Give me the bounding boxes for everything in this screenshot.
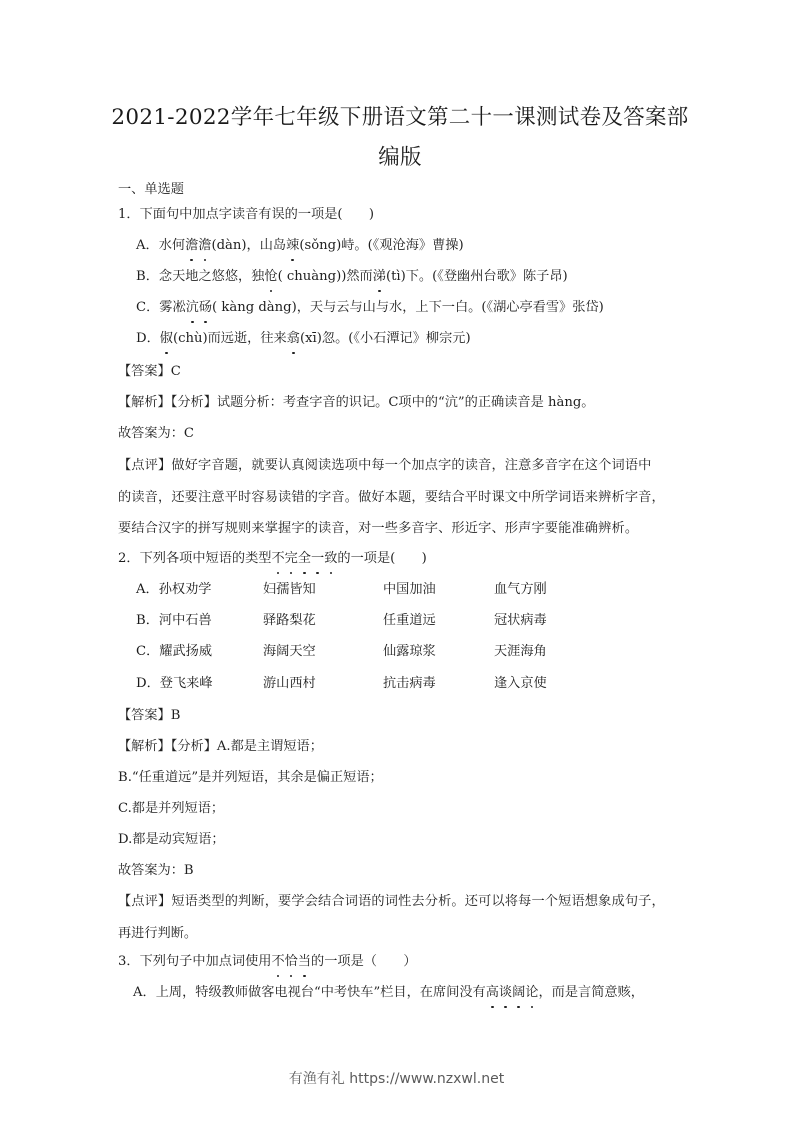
q1-c-text: C．雾凇 — [136, 300, 186, 315]
q2-cell: B．河中石兽 — [136, 613, 212, 628]
q1-c-text: ( kàng dàng)，天与云与山与水，上下一白。(《湖心亭看雪》张岱) — [212, 300, 604, 315]
q1-d-text: (chù)而远逝，往来 — [172, 331, 287, 346]
q1-b-text: B．念天地之悠悠，独 — [136, 269, 265, 284]
dotted-char: 恰 — [285, 952, 298, 972]
dotted-char: 不 — [271, 952, 284, 972]
dotted-char: 论 — [525, 983, 538, 1003]
dotted-char: 全 — [298, 549, 311, 569]
q2-answer: 【答案】B — [118, 708, 181, 723]
dotted-char: 俶 — [160, 329, 173, 349]
document-title-line2: 编版 — [378, 145, 422, 170]
dotted-char: 澹 — [198, 236, 211, 256]
dotted-char: 高 — [486, 983, 499, 1003]
dotted-char: 翕 — [287, 329, 300, 349]
q2-analysis-line: 【解析】【分析】A.都是主谓短语； — [118, 739, 323, 754]
q2-cell: 逢入京使 — [494, 676, 547, 691]
document-title-line1: 2021-2022学年七年级下册语文第二十一课测试卷及答案部 — [111, 105, 689, 130]
q1-comment-line: 【点评】做好字音题，就要认真阅读选项中每一个加点字的读音，注意多音字在这个词语中 — [118, 458, 652, 473]
q1-conclusion: 故答案为：C — [118, 426, 195, 441]
q1-a-text: (dàn)，山岛 — [211, 238, 287, 253]
dotted-char: 澹 — [185, 236, 198, 256]
q1-answer: 【答案】C — [118, 364, 181, 379]
q2-comment-line: 【点评】短语类型的判断，要学会结合词语的词性去分析。还可以将每一个短语想象成句子， — [118, 894, 665, 909]
q2-cell: 妇孺皆知 — [263, 582, 316, 597]
q1-option-b — [136, 267, 568, 287]
dotted-char: 完 — [285, 549, 298, 569]
q2-cell: 任重道远 — [383, 613, 436, 628]
q1-a-text: (sǒng)峙。(《观沧海》曹操) — [299, 238, 464, 253]
q2-analysis-line: C.都是并列短语； — [118, 801, 225, 816]
q2-cell: 游山西村 — [263, 676, 316, 691]
q1-b-text: ( chuàng))然而 — [277, 269, 373, 284]
dotted-char: 怆 — [264, 267, 277, 287]
q1-comment-line: 的读音，还要注意平时容易读错的字音。做好本题，要结合平时课文中所学词语来辨析字音， — [118, 490, 665, 505]
q2-analysis-line: D.都是动宾短语； — [118, 832, 225, 847]
q2-analysis-line: B.“任重道远”是并列短语，其余是偏正短语； — [118, 770, 383, 785]
q3-option-a — [133, 983, 644, 1003]
q2-stem-text: 的一项是( ) — [337, 551, 427, 566]
q2-stem — [118, 549, 427, 569]
q1-stem: 1．下面句中加点字读音有误的一项是( ) — [118, 207, 375, 222]
q2-cell: 抗击病毒 — [383, 676, 436, 691]
q3-stem-text: 3．下列句子中加点词使用 — [118, 954, 272, 969]
q2-comment-line: 再进行判断。 — [118, 926, 198, 941]
q1-comment-line: 要结合汉字的拼写规则来掌握字的读音，对一些多音字、形近字、形声字要能准确辨析。 — [118, 521, 639, 536]
section-heading: 一、单选题 — [118, 182, 184, 197]
q3-stem-text: 的一项是（ ） — [311, 954, 417, 969]
dotted-char: 沆 — [186, 298, 199, 318]
dotted-char: 不 — [271, 549, 284, 569]
q1-d-text: (xī)忽。(《小石潭记》柳宗元) — [299, 331, 471, 346]
q2-conclusion: 故答案为：B — [118, 863, 194, 878]
q1-option-a — [136, 236, 464, 256]
dotted-char: 谈 — [499, 983, 512, 1003]
q3-a-text: A．上周，特级教师做客电视台“中考快车”栏目，在席间没有 — [133, 985, 486, 1000]
dotted-char: 一 — [311, 549, 324, 569]
q2-cell: 天涯海角 — [494, 644, 547, 659]
q3-a-text: ，而是言简意赅， — [538, 985, 644, 1000]
footer-watermark: 有渔有礼 https://www.nzxwl.net — [288, 1071, 505, 1087]
q1-option-c — [136, 298, 604, 318]
q1-d-text: D． — [136, 331, 160, 346]
q2-cell: 海阔天空 — [263, 644, 316, 659]
q2-cell: 仙露琼浆 — [383, 644, 436, 659]
dotted-char: 当 — [298, 952, 311, 972]
q2-cell: D．登飞来峰 — [136, 676, 213, 691]
q2-cell: 血气方刚 — [494, 582, 547, 597]
q2-cell: A．孙权劝学 — [136, 582, 212, 597]
dotted-char: 涕 — [373, 267, 386, 287]
q2-cell: 中国加油 — [383, 582, 436, 597]
q1-b-text: (tì)下。(《登幽州台歌》陈子昂) — [385, 269, 568, 284]
q1-a-text: A．水何 — [136, 238, 186, 253]
q3-stem — [118, 952, 417, 972]
q1-option-d — [136, 329, 471, 349]
q2-cell: 驿路梨花 — [263, 613, 316, 628]
dotted-char: 竦 — [286, 236, 299, 256]
q2-cell: 冠状病毒 — [494, 613, 547, 628]
q2-cell: C．耀武扬威 — [136, 644, 213, 659]
dotted-char: 致 — [324, 549, 337, 569]
q2-stem-text: 2．下列各项中短语的类型 — [118, 551, 272, 566]
q1-analysis: 【解析】【分析】试题分析：考查字音的识记。C项中的“沆”的正确读音是 hàng。 — [118, 395, 595, 410]
dotted-char: 阔 — [512, 983, 525, 1003]
dotted-char: 砀 — [199, 298, 212, 318]
